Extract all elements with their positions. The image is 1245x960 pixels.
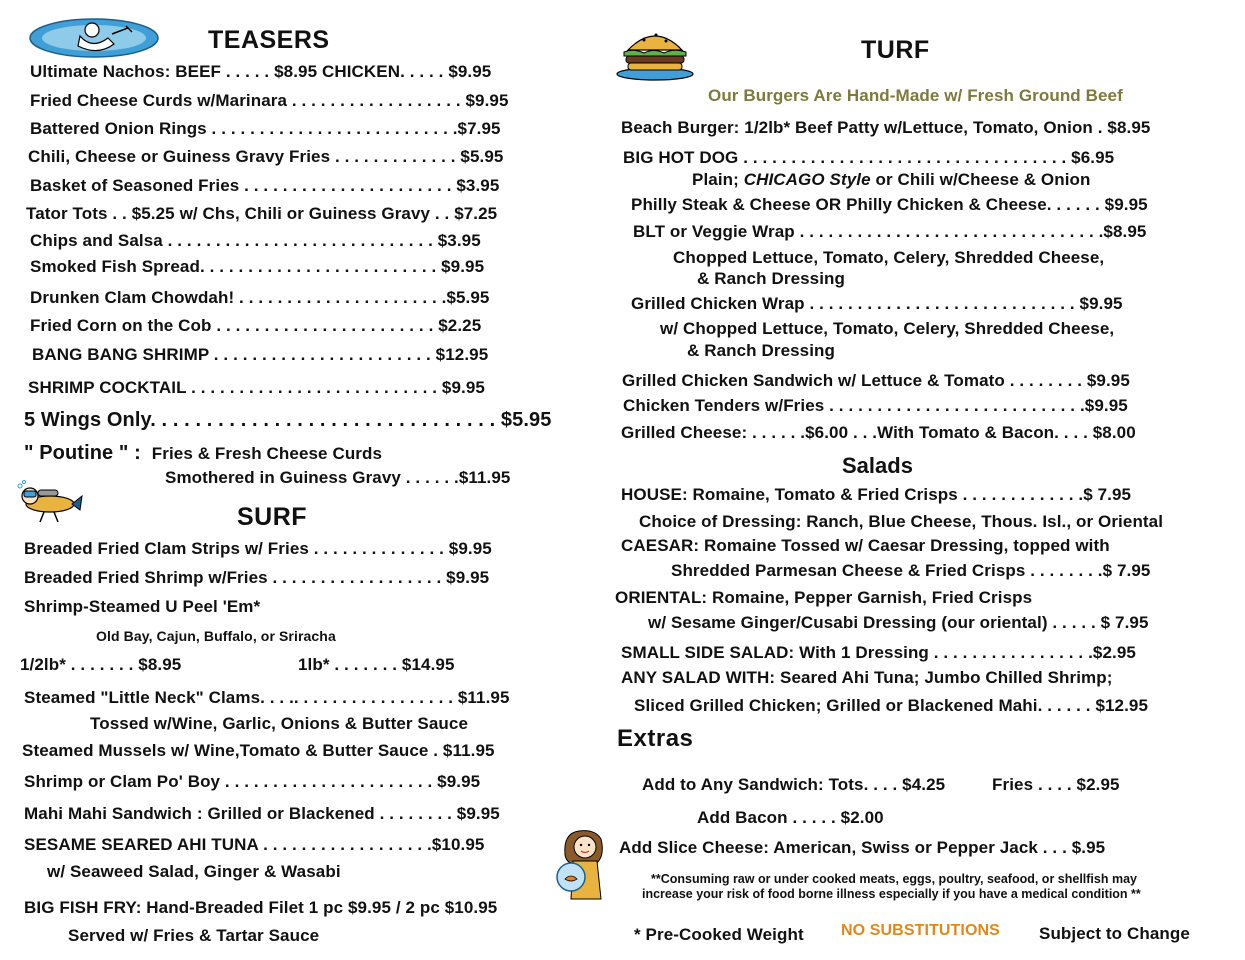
extra-item: Add to Any Sandwich: Tots. . . . $4.25 [642,775,946,794]
menu-item: ORIENTAL: Romaine, Pepper Garnish, Fried Crisps [615,588,1033,607]
menu-item-desc: Old Bay, Cajun, Buffalo, or Sriracha [96,628,336,644]
menu-item-desc: w/ Chopped Lettuce, Tomato, Celery, Shredded Cheese, [660,319,1115,338]
menu-item-desc: Served w/ Fries & Tartar Sauce [68,926,320,945]
scuba-diver-icon [14,480,84,526]
menu-item: BIG HOT DOG . . . . . . . . . . . . . . . . . . . . . . . . . . . . . . . . . . $6.95 [623,148,1115,167]
menu-item: Philly Steak & Cheese OR Philly Chicken & Cheese. . . . . . $9.95 [631,195,1148,214]
menu-item: Mahi Mahi Sandwich : Grilled or Blackened . . . . . . . . $9.95 [24,804,500,823]
menu-item: 1/2lb* . . . . . . . $8.95 [20,655,182,674]
menu-item: Fried Corn on the Cob . . . . . . . . . . . . . . . . . . . . . . . $2.25 [30,316,482,335]
menu-item: Steamed Mussels w/ Wine,Tomato & Butter Sauce . $11.95 [22,741,495,760]
salads-heading: Salads [842,453,913,478]
menu-item-desc: & Ranch Dressing [687,341,836,360]
subject-to-change: Subject to Change [1039,924,1190,943]
poutine-desc: Fries & Fresh Cheese Curds [151,444,383,463]
menu-item: Tator Tots . . $5.25 w/ Chs, Chili or Guiness Gravy . . $7.25 [26,204,498,223]
menu-item-desc: Shredded Parmesan Cheese & Fried Crisps . . . . . . . .$ 7.95 [671,561,1151,580]
hamburger-icon [614,24,696,82]
food-warning: increase your risk of food borne illness especially if you have a medical condition ** [642,887,1141,901]
menu-item: Beach Burger: 1/2lb* Beef Patty w/Lettuce, Tomato, Onion . $8.95 [621,118,1151,137]
surf-heading: SURF [237,503,308,531]
precooked-note: * Pre-Cooked Weight [634,925,804,944]
menu-item: BLT or Veggie Wrap . . . . . . . . . . . . . . . . . . . . . . . . . . . . . . . .$8.95 [633,222,1147,241]
menu-item: SESAME SEARED AHI TUNA . . . . . . . . . . . . . . . . . .$10.95 [24,835,485,854]
menu-item: Shrimp-Steamed U Peel 'Em* [24,597,261,616]
extra-item: Add Bacon . . . . . $2.00 [697,808,884,827]
no-substitutions: NO SUBSTITUTIONS [841,922,1000,939]
extras-heading: Extras [617,725,694,752]
menu-item: Chips and Salsa . . . . . . . . . . . . . . . . . . . . . . . . . . . . $3.95 [30,231,481,250]
cartoon-chef-oval-icon [28,16,160,60]
menu-item: Fried Cheese Curds w/Marinara . . . . . . . . . . . . . . . . . . $9.95 [30,91,509,110]
menu-item: CAESAR: Romaine Tossed w/ Caesar Dressing, topped with [621,536,1110,555]
menu-item: Chicken Tenders w/Fries . . . . . . . . . . . . . . . . . . . . . . . . . . .$9.95 [623,396,1128,415]
wings-item: 5 Wings Only. . . . . . . . . . . . . . . . . . . . . . . . . . . . . . . $5.95 [24,409,552,431]
poutine-name: " Poutine " : [24,442,141,464]
turf-tagline: Our Burgers Are Hand-Made w/ Fresh Ground Beef [708,86,1123,105]
poutine-line-2: Smothered in Guiness Gravy . . . . . .$11.95 [165,468,511,487]
menu-item: 1lb* . . . . . . . $14.95 [298,655,455,674]
menu-item-desc: Chopped Lettuce, Tomato, Celery, Shredded Cheese, [673,248,1105,267]
menu-item: Battered Onion Rings . . . . . . . . . . . . . . . . . . . . . . . . . .$7.95 [30,119,501,138]
menu-item: Steamed "Little Neck" Clams. . . .. . . . . . . . . . . . . . . . . $11.95 [24,688,510,707]
menu-item-desc: Choice of Dressing: Ranch, Blue Cheese, Thous. Isl., or Oriental [639,512,1164,531]
menu-item: Smoked Fish Spread. . . . . . . . . . . . . . . . . . . . . . . . . $9.95 [30,257,485,276]
menu-item: Breaded Fried Clam Strips w/ Fries . . . . . . . . . . . . . . $9.95 [24,539,492,558]
extra-item: Fries . . . . $2.95 [992,775,1120,794]
menu-item: Chili, Cheese or Guiness Gravy Fries . . . . . . . . . . . . . $5.95 [28,147,504,166]
menu-item-desc: w/ Seaweed Salad, Ginger & Wasabi [47,862,341,881]
hot-dog-plain: Plain; [692,170,739,189]
hot-dog-chicago: CHICAGO Style [743,170,871,189]
food-warning: **Consuming raw or under cooked meats, eggs, poultry, seafood, or shellfish may [651,872,1137,886]
menu-item: ANY SALAD WITH: Seared Ahi Tuna; Jumbo Chilled Shrimp; [621,668,1113,687]
menu-item: Grilled Cheese: . . . . . .$6.00 . . .With Tomato & Bacon. . . . $8.00 [621,423,1136,442]
turf-heading: TURF [861,36,930,64]
menu-item-desc: & Ranch Dressing [697,269,846,288]
menu-item: SHRIMP COCKTAIL . . . . . . . . . . . . . . . . . . . . . . . . . . $9.95 [28,378,485,397]
poutine-line [24,443,382,464]
menu-item: Grilled Chicken Sandwich w/ Lettuce & Tomato . . . . . . . . $9.95 [622,371,1130,390]
menu-item: BIG FISH FRY: Hand-Breaded Filet 1 pc $9.95 / 2 pc $10.95 [24,898,498,917]
menu-item: Grilled Chicken Wrap . . . . . . . . . . . . . . . . . . . . . . . . . . . . $9.95 [631,294,1123,313]
menu-item: SMALL SIDE SALAD: With 1 Dressing . . . . . . . . . . . . . . . . .$2.95 [621,643,1136,662]
menu-item-desc: Sliced Grilled Chicken; Grilled or Blackened Mahi. . . . . . $12.95 [634,696,1149,715]
menu-item: BANG BANG SHRIMP . . . . . . . . . . . . . . . . . . . . . . . $12.95 [32,345,489,364]
extra-item: Add Slice Cheese: American, Swiss or Pepper Jack . . . $.95 [619,838,1106,857]
menu-item: Breaded Fried Shrimp w/Fries . . . . . . . . . . . . . . . . . . $9.95 [24,568,490,587]
menu-item-desc: w/ Sesame Ginger/Cusabi Dressing (our oriental) . . . . . $ 7.95 [648,613,1149,632]
menu-item: Ultimate Nachos: BEEF . . . . . $8.95 CHICKEN. . . . . $9.95 [30,62,492,81]
menu-item: HOUSE: Romaine, Tomato & Fried Crisps . . . . . . . . . . . . .$ 7.95 [621,485,1132,504]
menu-item: Shrimp or Clam Po' Boy . . . . . . . . . . . . . . . . . . . . . . $9.95 [24,772,481,791]
teasers-heading: TEASERS [208,26,330,54]
girl-fishbowl-icon [553,825,613,905]
menu-item-desc: Tossed w/Wine, Garlic, Onions & Butter Sauce [90,714,469,733]
hot-dog-rest: or Chili w/Cheese & Onion [875,170,1091,189]
menu-item: Drunken Clam Chowdah! . . . . . . . . . . . . . . . . . . . . . .$5.95 [30,288,490,307]
menu-item: Basket of Seasoned Fries . . . . . . . . . . . . . . . . . . . . . . $3.95 [30,176,500,195]
menu-item-desc [692,170,1091,190]
